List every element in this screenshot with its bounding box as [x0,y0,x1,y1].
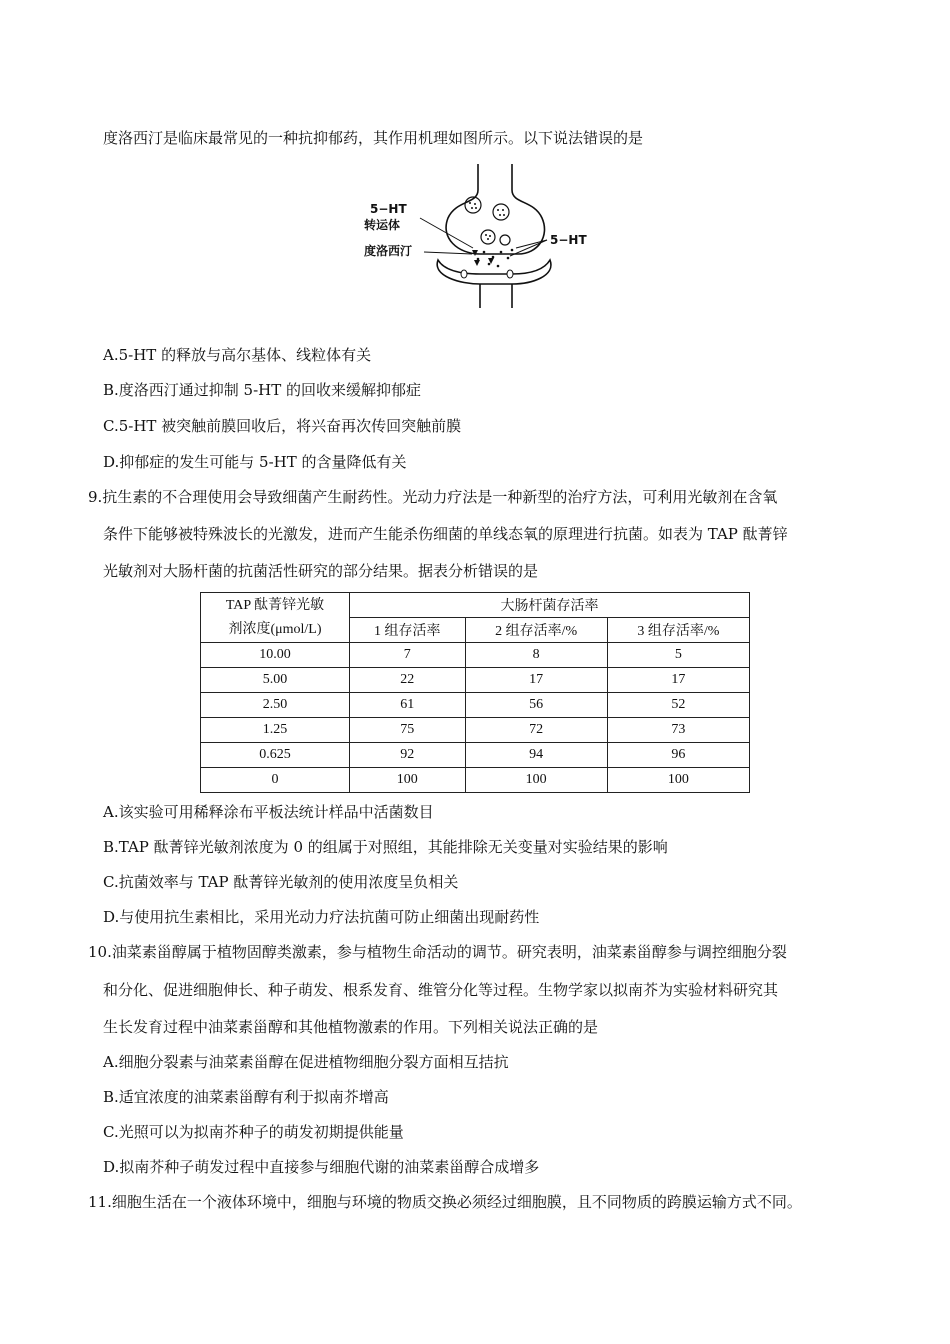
vesicles [465,197,510,245]
q9-option-a: A.该实验可用稀释涂布平板法统计样品中活菌数目 [103,803,434,821]
label-5ht-transporter-line2: 转运体 [364,218,401,232]
q9-stem-line-2: 条件下能够被特殊波长的光激发，进而产生能杀伤细菌的单线态氧的原理进行抗菌。如表为 TAP 酞菁锌 [103,525,788,543]
table-row: 0.625 92 94 96 [201,743,750,768]
q9-stem-line-1: 9.抗生素的不合理使用会导致细菌产生耐药性。光动力疗法是一种新型的治疗方法，可利用光敏剂在含氧 [88,488,778,506]
table-row: 0 100 100 100 [201,768,750,793]
table-row: 2.50 61 56 52 [201,693,750,718]
label-duloxetine: 度洛西汀 [364,244,413,258]
q9-option-c: C.抗菌效率与 TAP 酞菁锌光敏剂的使用浓度呈负相关 [103,873,459,891]
q10-option-b: B.适宜浓度的油菜素甾醇有利于拟南芥增高 [103,1088,389,1106]
ecoli-survival-table [200,592,750,793]
label-5ht: 5−HT [550,233,587,247]
postsynaptic-membrane [437,260,551,284]
presynaptic-membrane [446,164,544,254]
table-header-group: 大肠杆菌存活率 [350,593,750,618]
q11-stem: 11.细胞生活在一个液体环境中，细胞与环境的物质交换必须经过细胞膜，且不同物质的跨膜运输方式不同。 [88,1193,802,1211]
q10-stem-line-1: 10.油菜素甾醇属于植物固醇类激素，参与植物生命活动的调节。研究表明，油菜素甾醇参与调控细胞分裂 [88,943,787,961]
table-row: 5.00 22 17 17 [201,668,750,693]
q8-option-b: B.度洛西汀通过抑制 5-HT 的回收来缓解抑郁症 [103,381,422,399]
synapse-diagram [360,160,600,310]
q9-stem-line-3: 光敏剂对大肠杆菌的抗菌活性研究的部分结果。据表分析错误的是 [103,562,539,580]
table-subheader-3: 3 组存活率/% [607,618,749,643]
q8-option-a: A.5-HT 的释放与高尔基体、线粒体有关 [103,346,372,364]
table-row: 1.25 75 72 73 [201,718,750,743]
table-subheader-1: 1 组存活率 [350,618,466,643]
q10-option-a: A.细胞分裂素与油菜素甾醇在促进植物细胞分裂方面相互拮抗 [103,1053,509,1071]
q9-option-b: B.TAP 酞菁锌光敏剂浓度为 0 的组属于对照组，其能排除无关变量对实验结果的影响 [103,838,668,856]
table-row: 10.00 7 8 5 [201,643,750,668]
table-header-concentration: TAP 酞菁锌光敏 剂浓度(μmol/L) [201,593,350,643]
q10-option-d: D.拟南芥种子萌发过程中直接参与细胞代谢的油菜素甾醇合成增多 [103,1158,540,1176]
q10-option-c: C.光照可以为拟南芥种子的萌发初期提供能量 [103,1123,404,1141]
table-subheader-2: 2 组存活率/% [465,618,607,643]
q9-option-d: D.与使用抗生素相比，采用光动力疗法抗菌可防止细菌出现耐药性 [103,908,540,926]
5ht-molecules [477,249,514,268]
q10-stem-line-3: 生长发育过程中油菜素甾醇和其他植物激素的作用。下列相关说法正确的是 [103,1018,599,1036]
q8-option-d: D.抑郁症的发生可能与 5-HT 的含量降低有关 [103,453,407,471]
label-5ht-transporter-line1: 5−HT [370,202,407,216]
question-8-stem: 度洛西汀是临床最常见的一种抗抑郁药，其作用机理如图所示。以下说法错误的是 [103,129,644,147]
q8-option-c: C.5-HT 被突触前膜回收后，将兴奋再次传回突触前膜 [103,417,462,435]
q10-stem-line-2: 和分化、促进细胞伸长、种子萌发、根系发育、维管分化等过程。生物学家以拟南芥为实验材料研究其 [103,981,779,999]
